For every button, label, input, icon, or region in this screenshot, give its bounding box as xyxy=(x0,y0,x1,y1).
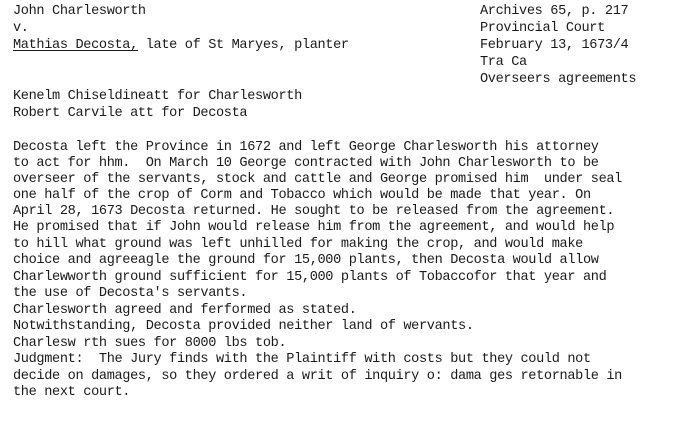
defendant-description: late of St Maryes, planter xyxy=(137,38,349,53)
body-line: April 28, 1673 Decosta returned. He sought to be released from the agreement. xyxy=(13,204,615,219)
defendant-name: Mathias Decosta, xyxy=(13,38,138,53)
body-line: overseer of the servants, stock and cattle and George promised him under seal xyxy=(13,172,622,187)
body-line: to hill what ground was left unhilled for making the crop, and would make xyxy=(13,237,583,252)
body-line: Notwithstanding, Decosta provided neither land of wervants. xyxy=(13,319,474,334)
body-line: the use of Decosta's servants. xyxy=(13,286,248,301)
body-line: He promised that if John would release him from the agreement, and would help xyxy=(13,220,615,235)
defendant-attorney: Robert Carvile att for Decosta xyxy=(13,106,248,121)
court-name: Provincial Court xyxy=(480,21,605,36)
archives-reference: Archives 65, p. 217 xyxy=(480,4,629,19)
case-subject: Overseers agreements xyxy=(480,72,637,87)
body-line: Charlesw rth sues for 8000 lbs tob. xyxy=(13,336,287,351)
body-line: Judgment: The Jury finds with the Plaintiff with costs but they could not xyxy=(13,352,591,367)
body-line: choice and agreeagle the ground for 15,000 plants, then Decosta would allow xyxy=(13,253,599,268)
plaintiff-attorney: Kenelm Chiseldineatt for Charlesworth xyxy=(13,89,302,104)
body-line: the next court. xyxy=(13,385,131,400)
case-date: February 13, 1673/4 xyxy=(480,38,629,53)
action-type: Tra Ca xyxy=(480,55,527,70)
body-line: Decosta left the Province in 1672 and left George Charlesworth his attorney xyxy=(13,140,599,155)
body-line: one half of the crop of Corm and Tobacco which would be made that year. On xyxy=(13,188,591,203)
body-line: Charlesworth agreed and ferformed as stated. xyxy=(13,303,357,318)
body-line: decide on damages, so they ordered a writ of inquiry o: dama ges retornable in xyxy=(13,369,622,384)
body-line: to act for hhm. On March 10 George contracted with John Charlesworth to be xyxy=(13,156,599,171)
body-line: Charlewworth ground sufficient for 15,000 plants of Tobaccofor that year and xyxy=(13,270,607,285)
defendant-line xyxy=(13,38,349,54)
plaintiff-name: John Charlesworth xyxy=(13,4,146,19)
versus-marker: v. xyxy=(13,21,29,36)
